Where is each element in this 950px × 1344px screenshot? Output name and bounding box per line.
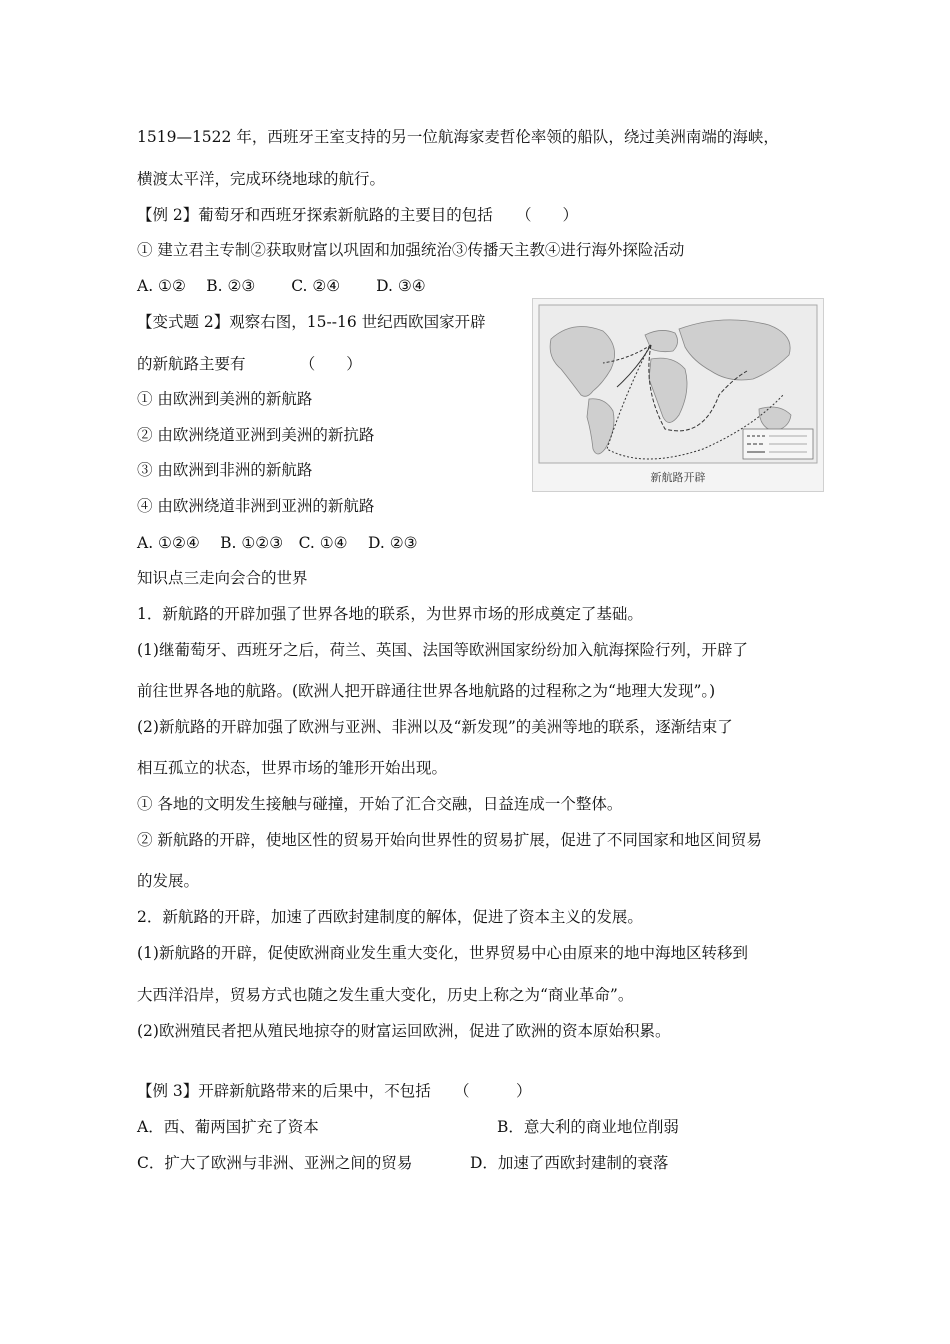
text-line: 的发展。 [137, 872, 200, 890]
text-line: 前往世界各地的航路。(欧洲人把开辟通往世界各地航路的过程称之为“地理大发现”。) [137, 682, 716, 700]
variant-2-item-2: ② 由欧洲绕道亚洲到美洲的新抗路 [137, 426, 375, 444]
example-3-question: 【例 3】开辟新航路带来的后果中，不包括 （ ） [137, 1082, 532, 1100]
variant-2-question: 【变式题 2】观察右图，15--16 世纪西欧国家开辟 [137, 313, 486, 331]
example-2-options: A. ①② B. ②③ C. ②④ D. ③④ [137, 277, 426, 295]
variant-2-item-1: ① 由欧洲到美洲的新航路 [137, 390, 313, 408]
example-3-option-d: D．加速了西欧封建制的衰落 [470, 1154, 669, 1172]
example-3-option-b: B．意大利的商业地位削弱 [497, 1118, 679, 1136]
example-2-question: 【例 2】葡萄牙和西班牙探索新航路的主要目的包括 （ ） [137, 206, 579, 224]
world-map-graphic [533, 299, 823, 491]
section-heading: 知识点三走向会合的世界 [137, 569, 308, 587]
variant-2-question-cont: 的新航路主要有 （ ） [137, 355, 362, 373]
example-2-items: ① 建立君主专制②获取财富以巩固和加强统治③传播天主教④进行海外探险活动 [137, 241, 685, 259]
text-line: ② 新航路的开辟，使地区性的贸易开始向世界性的贸易扩展，促进了不同国家和地区间贸易 [137, 831, 762, 849]
text-line: (2)新航路的开辟加强了欧洲与亚洲、非洲以及“新发现”的美洲等地的联系，逐渐结束了 [137, 718, 733, 736]
text-line: 横渡太平洋，完成环绕地球的航行。 [137, 170, 386, 188]
example-3-option-a: A．西、葡两国扩充了资本 [137, 1118, 319, 1136]
example-3-option-c: C．扩大了欧洲与非洲、亚洲之间的贸易 [137, 1154, 413, 1172]
variant-2-item-4: ④ 由欧洲绕道非洲到亚洲的新航路 [137, 497, 375, 515]
text-line: (2)欧洲殖民者把从殖民地掠夺的财富运回欧洲，促进了欧洲的资本原始积累。 [137, 1022, 671, 1040]
text-line: 相互孤立的状态，世界市场的雏形开始出现。 [137, 759, 448, 777]
text-line: (1)继葡萄牙、西班牙之后，荷兰、英国、法国等欧洲国家纷纷加入航海探险行列，开辟了 [137, 641, 748, 659]
text-line: ① 各地的文明发生接触与碰撞，开始了汇合交融，日益连成一个整体。 [137, 795, 623, 813]
text-line: (1)新航路的开辟，促使欧洲商业发生重大变化，世界贸易中心由原来的地中海地区转移到 [137, 944, 748, 962]
variant-2-item-3: ③ 由欧洲到非洲的新航路 [137, 461, 313, 479]
text-line: 1519—1522 年，西班牙王室支持的另一位航海家麦哲伦率领的船队，绕过美洲南端的海峡， [137, 128, 779, 146]
text-line: 大西洋沿岸，贸易方式也随之发生重大变化，历史上称之为“商业革命”。 [137, 986, 634, 1004]
new-routes-map [532, 298, 824, 492]
map-caption: 新航路开辟 [650, 471, 706, 484]
point-1: 1．新航路的开辟加强了世界各地的联系，为世界市场的形成奠定了基础。 [137, 605, 643, 623]
variant-2-options: A. ①②④ B. ①②③ C. ①④ D. ②③ [137, 534, 418, 552]
point-2: 2．新航路的开辟，加速了西欧封建制度的解体，促进了资本主义的发展。 [137, 908, 643, 926]
